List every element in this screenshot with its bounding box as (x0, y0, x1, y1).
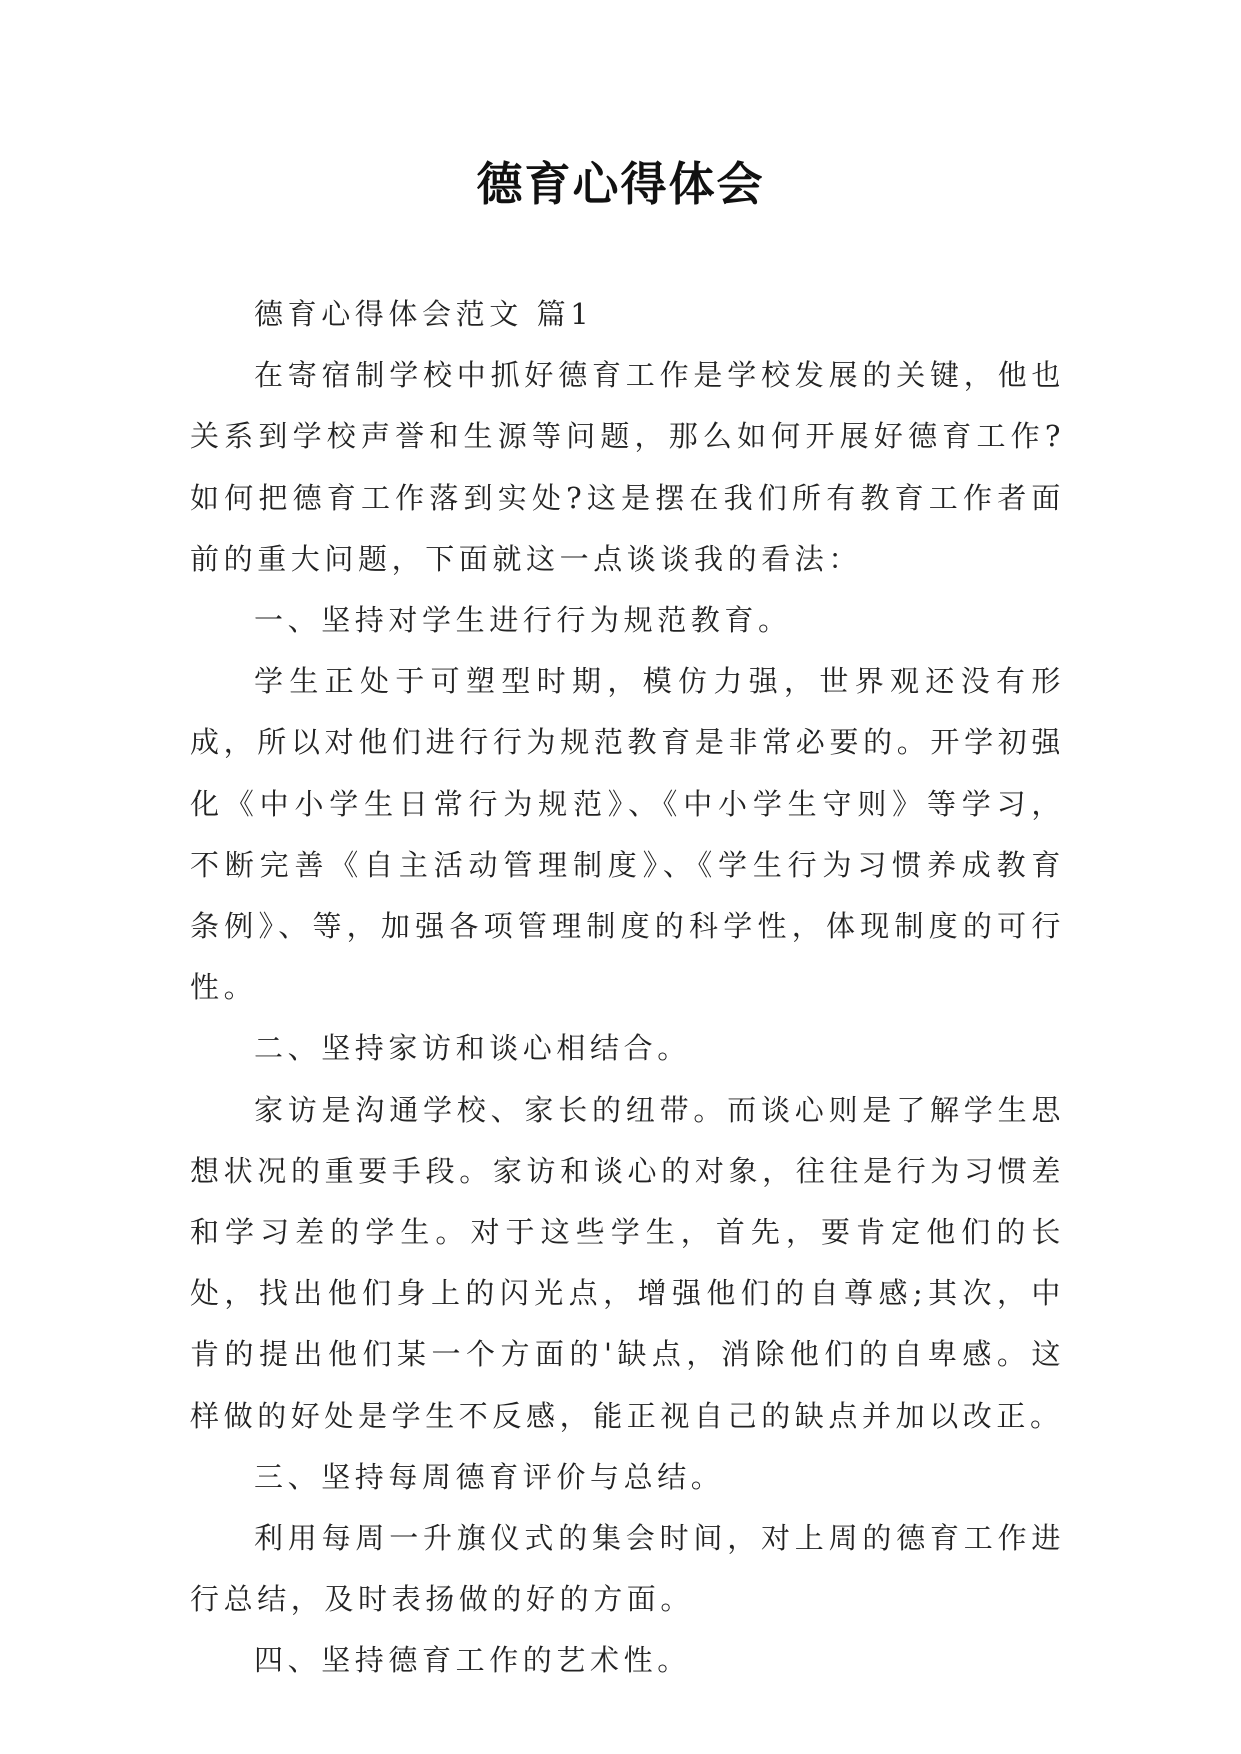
section-heading-1: 一、坚持对学生进行行为规范教育。 (254, 603, 792, 638)
section-heading-3: 三、坚持每周德育评价与总结。 (254, 1459, 725, 1494)
section-heading-4: 四、坚持德育工作的艺术性。 (254, 1643, 691, 1678)
body-paragraph-2: 家访是沟通学校、家长的纽带。而谈心则是了解学生思想状况的重要手段。家访和谈心的对象，往往是行为习惯差和学习差的学生。对于这些学生，首先，要肯定他们的长处，找出他们身上的闪光点，增强他们的自尊感;其次，中肯的提出他们某一个方面的'缺点，消除他们的自卑感。这样做的好处是学生不反感，能正视自己的缺点并加以改正。 (190, 1092, 1065, 1433)
body-paragraph-1: 学生正处于可塑型时期，模仿力强，世界观还没有形成，所以对他们进行行为规范教育是非常必要的。开学初强化《中小学生日常行为规范》、《中小学生守则》等学习，不断完善《自主活动管理制度》、《学生行为习惯养成教育条例》、等，加强各项管理制度的科学性，体现制度的可行性。 (190, 664, 1065, 1005)
intro-paragraph: 在寄宿制学校中抓好德育工作是学校发展的关键，他也关系到学校声誉和生源等问题，那么如何开展好德育工作?如何把德育工作落到实处?这是摆在我们所有教育工作者面前的重大问题，下面就这一点谈谈我的看法： (190, 358, 1065, 576)
body-paragraph-3: 利用每周一升旗仪式的集会时间，对上周的德育工作进行总结，及时表扬做的好的方面。 (190, 1521, 1065, 1617)
section-subtitle: 德育心得体会范文 篇1 (254, 297, 594, 331)
document-title: 德育心得体会 (476, 157, 765, 211)
document-body (190, 284, 1065, 1692)
section-heading-2: 二、坚持家访和谈心相结合。 (254, 1031, 691, 1066)
